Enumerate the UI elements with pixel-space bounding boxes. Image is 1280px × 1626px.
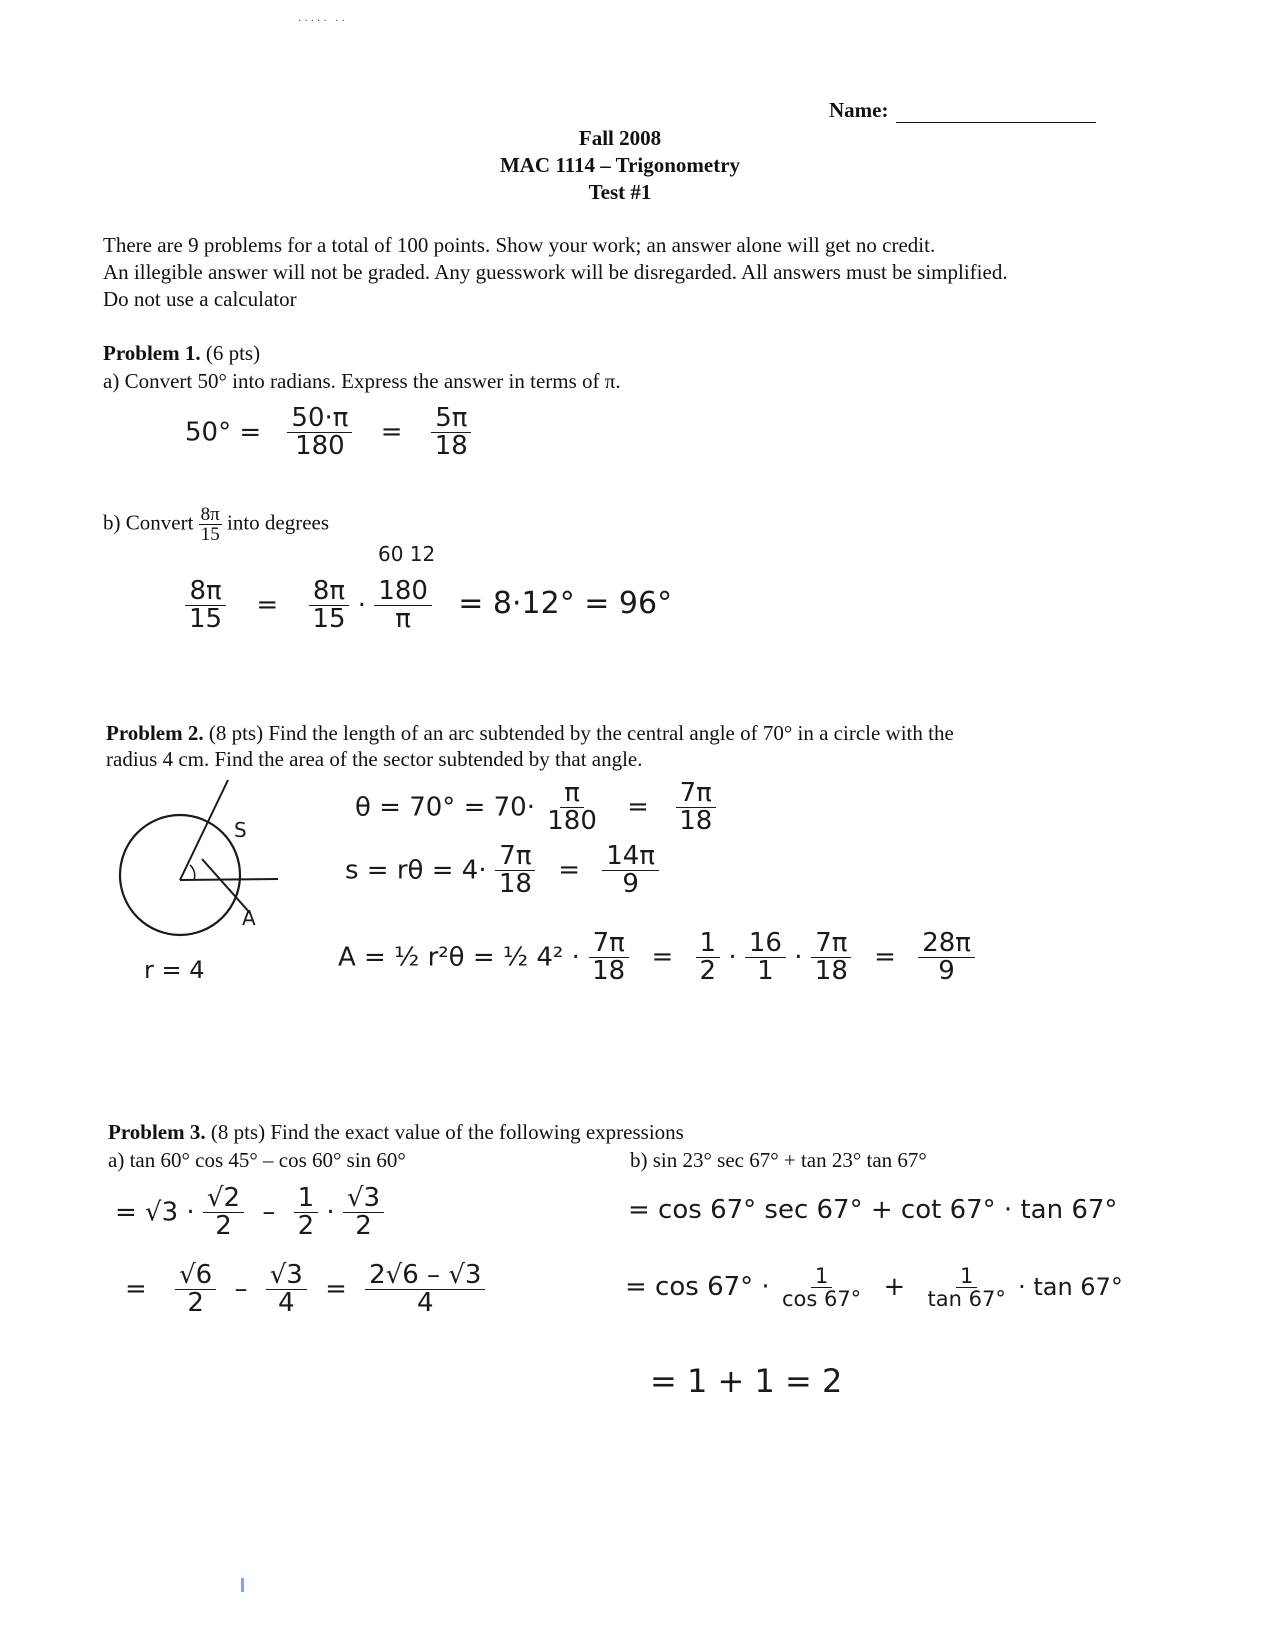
fraction-numerator: 7π bbox=[495, 843, 535, 871]
dot-operator: · bbox=[794, 942, 803, 973]
problem-3b-work-line-1: = cos 67° sec 67° + cot 67° · tan 67° bbox=[628, 1195, 1118, 1225]
arc-label-s: S bbox=[234, 818, 247, 842]
work-fraction bbox=[287, 405, 352, 461]
work-lhs: A = ½ r²θ = ½ 4² · bbox=[338, 942, 580, 973]
fraction-numerator: 7π bbox=[811, 930, 851, 958]
problem-3b-work-line-2 bbox=[625, 1265, 1123, 1310]
work-fraction bbox=[203, 1185, 244, 1241]
problem-1b-prefix: b) Convert bbox=[103, 510, 194, 535]
fraction-denominator: 2 bbox=[215, 1211, 232, 1242]
fraction-denominator: cos 67° bbox=[781, 1287, 862, 1312]
fraction-numerator: 180 bbox=[374, 578, 432, 606]
fraction-denominator: 18 bbox=[592, 956, 626, 987]
work-fraction bbox=[602, 843, 659, 899]
name-label: Name: bbox=[829, 98, 889, 122]
problem-3-heading bbox=[108, 1120, 684, 1145]
fraction-denominator: 4 bbox=[277, 1288, 295, 1319]
problem-1b-work bbox=[185, 578, 672, 634]
problem-1-heading bbox=[103, 341, 260, 366]
circle-outline bbox=[120, 815, 240, 935]
fraction-numerator: 7π bbox=[676, 780, 716, 808]
work-fraction bbox=[918, 930, 975, 986]
fraction-denominator: π bbox=[395, 604, 411, 635]
problem-1a-text: a) Convert 50° into radians. Express the answer in terms of π. bbox=[103, 369, 621, 393]
problem-2-points: (8 pts) bbox=[208, 721, 264, 745]
work-fraction bbox=[675, 780, 716, 836]
fraction-denominator: 18 bbox=[814, 956, 848, 987]
fraction-numerator: 2√6 – √3 bbox=[365, 1262, 485, 1290]
work-fraction bbox=[308, 578, 349, 634]
fraction-denominator: 180 bbox=[547, 806, 597, 837]
dot-operator: · bbox=[357, 590, 367, 621]
test-heading: Test #1 bbox=[588, 180, 652, 204]
area-label-a: A bbox=[242, 906, 256, 930]
equals-sign: = bbox=[325, 1274, 347, 1305]
cancel-annotation: 60 12 bbox=[378, 542, 436, 566]
fraction-numerator: 16 bbox=[745, 930, 786, 958]
fraction-denominator: 9 bbox=[622, 869, 639, 900]
fraction-numerator: 1 bbox=[956, 1265, 977, 1288]
fraction-denominator: 15 bbox=[200, 524, 220, 545]
work-lhs: = cos 67° · bbox=[625, 1272, 770, 1303]
fraction-numerator: √2 bbox=[203, 1185, 244, 1213]
work-fraction bbox=[374, 578, 432, 634]
problem-3-points: (8 pts) bbox=[210, 1120, 266, 1144]
work-lhs: s = rθ = 4· bbox=[345, 855, 487, 886]
fraction-numerator: √3 bbox=[266, 1262, 307, 1290]
name-field[interactable] bbox=[829, 98, 1096, 123]
fraction-numerator: 7π bbox=[589, 930, 629, 958]
fraction-denominator: 15 bbox=[312, 604, 346, 635]
fraction-denominator: 9 bbox=[938, 956, 955, 987]
work-fraction bbox=[294, 1185, 319, 1241]
radius-line bbox=[202, 859, 250, 913]
work-fraction bbox=[431, 405, 472, 461]
problem-3a-work-line-1 bbox=[115, 1185, 384, 1241]
problem-2-work-line-1 bbox=[355, 780, 716, 836]
work-fraction bbox=[495, 843, 536, 899]
equals-sign: = bbox=[627, 792, 649, 823]
work-fraction bbox=[811, 930, 852, 986]
fraction-denominator: 1 bbox=[757, 956, 774, 987]
fraction-denominator: 2 bbox=[297, 1211, 315, 1242]
problem-1-title: Problem 1. bbox=[103, 341, 201, 365]
work-lhs: = √3 · bbox=[115, 1197, 195, 1228]
fraction-denominator: 18 bbox=[679, 806, 713, 837]
dot-operator: · bbox=[728, 942, 737, 973]
fraction-numerator: 5π bbox=[431, 405, 471, 433]
fraction-denominator: 15 bbox=[189, 604, 223, 635]
problem-1b-suffix: into degrees bbox=[227, 510, 330, 535]
work-fraction bbox=[185, 578, 226, 634]
fraction-numerator: 28π bbox=[918, 930, 975, 958]
fraction-denominator: 2 bbox=[699, 956, 717, 987]
work-fraction bbox=[745, 930, 786, 986]
plus-sign: + bbox=[883, 1272, 906, 1303]
sector-diagram bbox=[110, 775, 290, 1005]
fraction-denominator: 2 bbox=[187, 1288, 204, 1319]
equals-sign: = bbox=[256, 590, 279, 621]
instructions-line-1: There are 9 problems for a total of 100 points. Show your work; an answer alone will get no credit. bbox=[103, 233, 936, 257]
fraction-numerator: 8π bbox=[309, 578, 349, 606]
problem-2-text-1 bbox=[106, 721, 954, 746]
work-fraction bbox=[696, 930, 721, 986]
work-fraction bbox=[588, 930, 629, 986]
problem-2-title: Problem 2. bbox=[106, 721, 204, 745]
work-fraction bbox=[266, 1262, 307, 1318]
fraction-denominator: 4 bbox=[417, 1288, 434, 1319]
fraction-denominator: 18 bbox=[434, 431, 468, 462]
fraction-numerator: √3 bbox=[343, 1185, 384, 1213]
minus-sign: – bbox=[262, 1197, 276, 1228]
fraction-numerator: 8π bbox=[185, 578, 225, 606]
scan-mark bbox=[241, 1578, 244, 1592]
fraction-numerator: √6 bbox=[175, 1262, 216, 1290]
problem-1b-fraction bbox=[199, 505, 222, 544]
work-suffix: · tan 67° bbox=[1018, 1273, 1123, 1302]
fraction-numerator: 14π bbox=[602, 843, 659, 871]
minus-sign: – bbox=[234, 1274, 248, 1305]
term-heading: Fall 2008 bbox=[578, 126, 662, 150]
angle-arc bbox=[190, 865, 195, 880]
instructions-line-3: Do not use a calculator bbox=[103, 287, 297, 311]
equals-sign: = bbox=[125, 1274, 147, 1305]
work-fraction bbox=[778, 1265, 865, 1310]
name-blank[interactable] bbox=[896, 100, 1096, 123]
fraction-denominator: tan 67° bbox=[927, 1287, 1006, 1312]
work-lhs: θ = 70° = 70· bbox=[355, 792, 535, 823]
problem-2-statement: Find the length of an arc subtended by the central angle of 70° in a circle with the bbox=[268, 721, 954, 745]
work-fraction bbox=[175, 1262, 216, 1318]
fraction-denominator: 18 bbox=[498, 869, 532, 900]
problem-3b-work-line-3: = 1 + 1 = 2 bbox=[650, 1362, 843, 1400]
instructions-line-2: An illegible answer will not be graded. Any guesswork will be disregarded. All answers must be simplified. bbox=[103, 260, 1008, 284]
equals-sign: = bbox=[380, 417, 403, 448]
problem-2-work-line-2 bbox=[345, 843, 659, 899]
problem-3b-text: b) sin 23° sec 67° + tan 23° tan 67° bbox=[630, 1148, 927, 1172]
problem-1b-text bbox=[103, 505, 329, 544]
fraction-numerator: π bbox=[560, 780, 584, 808]
problem-2-work-line-3 bbox=[338, 930, 975, 986]
problem-3-title: Problem 3. bbox=[108, 1120, 206, 1144]
equals-sign: = bbox=[874, 942, 896, 973]
equals-sign: = bbox=[558, 855, 580, 886]
problem-1-points: (6 pts) bbox=[205, 341, 261, 365]
work-result: = 8·12° = 96° bbox=[458, 586, 673, 622]
problem-3-statement: Find the exact value of the following expressions bbox=[270, 1120, 684, 1144]
dot-operator: · bbox=[326, 1197, 335, 1228]
fraction-numerator: 8π bbox=[200, 504, 220, 525]
fraction-numerator: 1 bbox=[811, 1265, 832, 1288]
scan-mark: ····· ·· bbox=[298, 16, 348, 27]
course-heading: MAC 1114 – Trigonometry bbox=[499, 153, 741, 177]
work-fraction bbox=[543, 780, 601, 836]
radius-label: r = 4 bbox=[144, 956, 205, 984]
problem-3a-work-line-2 bbox=[125, 1262, 485, 1318]
equals-sign: = bbox=[651, 942, 674, 973]
work-fraction bbox=[924, 1265, 1010, 1310]
problem-1a-work bbox=[185, 405, 472, 461]
work-lhs: 50° = bbox=[185, 417, 262, 448]
work-fraction bbox=[343, 1185, 384, 1241]
fraction-numerator: 50·π bbox=[287, 405, 352, 433]
fraction-numerator: 1 bbox=[294, 1185, 319, 1213]
work-fraction bbox=[365, 1262, 485, 1318]
fraction-numerator: 1 bbox=[696, 930, 721, 958]
fraction-denominator: 180 bbox=[295, 431, 345, 462]
problem-3a-text: a) tan 60° cos 45° – cos 60° sin 60° bbox=[108, 1148, 406, 1172]
problem-2-text-2: radius 4 cm. Find the area of the sector subtended by that angle. bbox=[106, 747, 643, 771]
fraction-denominator: 2 bbox=[355, 1211, 372, 1242]
